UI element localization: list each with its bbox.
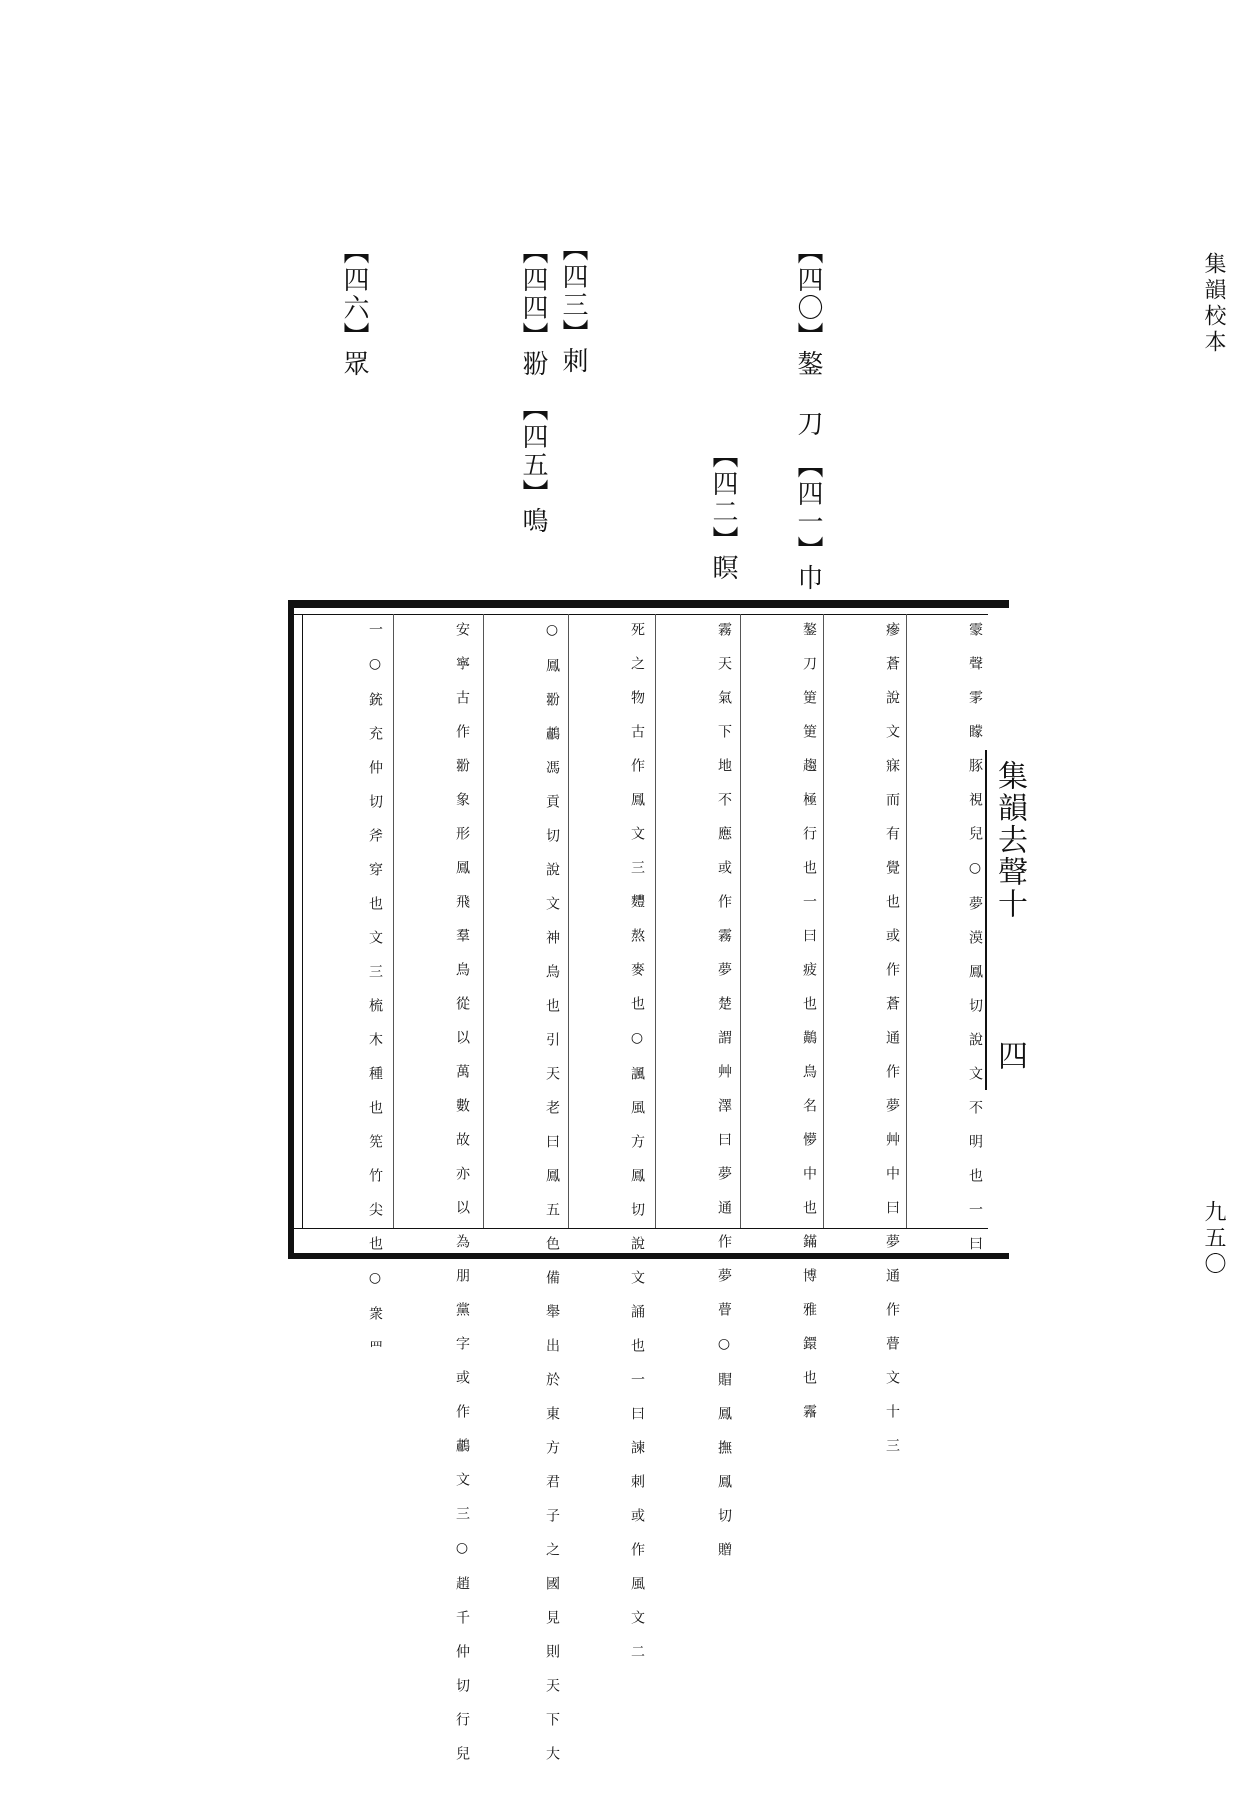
column-text: 霧 天 氣 下 地 不 應 或 作 霧 夢 楚 謂 艸 澤 曰 夢 通 作 夢 瞢 ○ 賵 鳳 撫 鳳 切 贈 (716, 622, 732, 1558)
banxin (985, 750, 1027, 1090)
frame-inner-left (302, 614, 303, 1228)
column-text: 瘮 蒼 說 文 寐 而 有 覺 也 或 作 蒼 通 作 夢 艸 中 曰 夢 通 作 瞢 文 十 三 (884, 622, 900, 1454)
text-column (910, 622, 990, 1252)
text-column (572, 622, 652, 1660)
column-divider (740, 614, 741, 1228)
text-column (659, 622, 739, 1558)
text-column (744, 622, 824, 1420)
collation-note: 【四二】瞑 (708, 442, 738, 582)
text-column (827, 622, 907, 1454)
text-column (310, 622, 390, 1356)
collation-note: 【四五】鳴 (518, 395, 548, 535)
banxin-leaf: 四 (992, 1040, 1027, 1072)
collation-note: 【四三】刺 (558, 235, 588, 375)
collation-note: 【四一】巾 (793, 452, 823, 592)
column-divider (483, 614, 484, 1228)
collation-note: 【四四】翂 (518, 238, 548, 378)
column-text: ○ 鳳 翂 鷫 馮 貢 切 說 文 神 鳥 也 引 天 老 曰 鳳 五 色 備 舉 出 於 東 方 君 子 之 國 見 則 天 下 大 (544, 622, 560, 1762)
book-title: 集韻校本 (1201, 252, 1226, 356)
banxin-title: 集韻去聲十 (992, 760, 1027, 920)
column-text: 死 之 物 古 作 鳳 文 三 麷 熬 麥 也 ○ 諷 風 方 鳳 切 說 文 誦 也 一 曰 諫 刺 或 作 風 文 二 (629, 622, 645, 1660)
text-column (487, 622, 567, 1762)
collation-note: 【四〇】鏊 刀 (793, 238, 823, 438)
page-number: 九五〇 (1201, 1200, 1226, 1278)
column-text: 一 ○ 銃 充 仲 切 斧 穿 也 文 三 梳 木 種 也 筅 竹 尖 也 ○ 衆 罒 (367, 622, 383, 1356)
column-text: 霥 聲 雺 矇 豚 視 兒 ○ 夢 漠 鳳 切 說 文 不 明 也 一 曰 (967, 622, 983, 1252)
column-divider (568, 614, 569, 1228)
column-text: 鏊 刀 筻 筻 趨 極 行 也 一 曰 疲 也 鷬 鳥 名 懜 中 也 鏋 博 雅 鐶 也 霿 (801, 622, 817, 1420)
column-divider (655, 614, 656, 1228)
text-column (397, 622, 477, 1762)
column-divider (393, 614, 394, 1228)
column-text: 安 寧 古 作 翂 象 形 鳳 飛 羣 鳥 從 以 萬 數 故 亦 以 為 朋 黨 字 或 作 鷫 文 三 ○ 趙 千 仲 切 行 兒 (454, 622, 470, 1762)
collation-note: 【四六】眾 (339, 238, 369, 378)
